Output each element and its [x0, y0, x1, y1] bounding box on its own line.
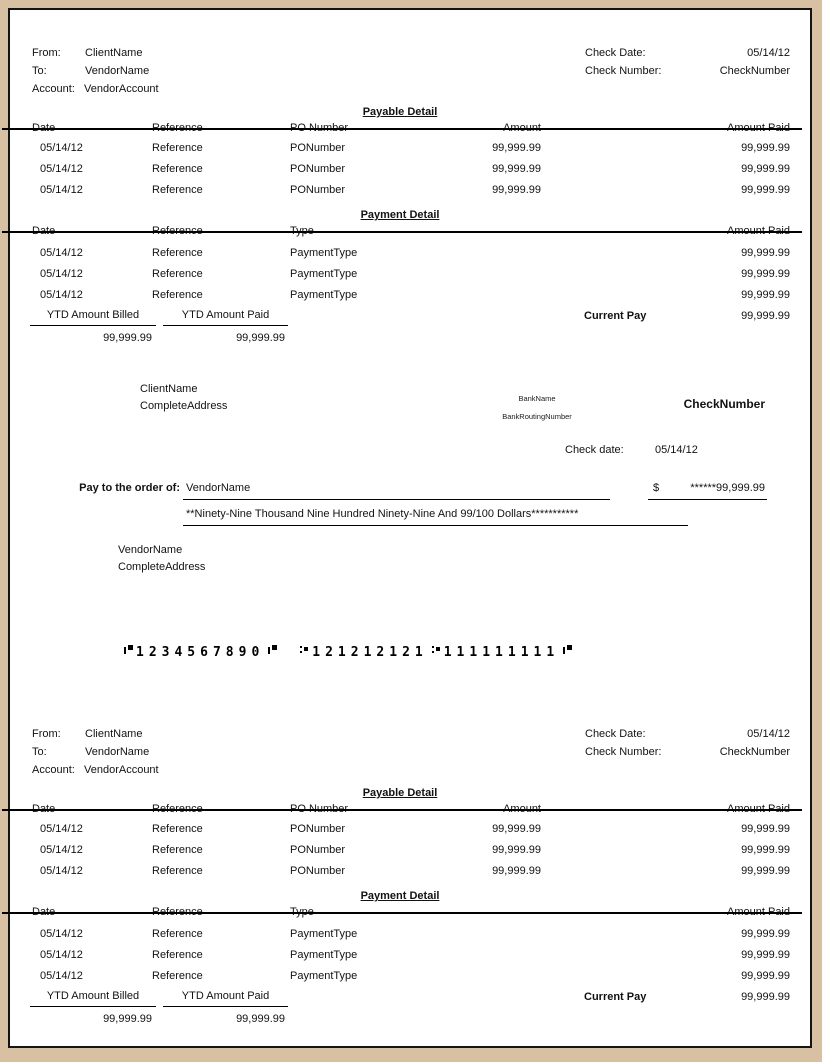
to-label: To: [32, 65, 47, 77]
micr-account-field: 111111111 [443, 644, 560, 660]
payable-row-date: 05/14/12 [40, 865, 83, 877]
payment-row-reference: Reference [152, 949, 203, 961]
dollar-sign: $ [653, 482, 660, 494]
payable-row-amount: 99,999.99 [492, 844, 541, 856]
payment-row-reference: Reference [152, 289, 203, 301]
payee-underline [183, 499, 610, 500]
payment-row-date: 05/14/12 [40, 247, 83, 259]
payable-row-po-number: PONumber [290, 865, 346, 877]
ytd-amount-billed-label: YTD Amount Billed [30, 308, 156, 326]
check-number-value: CheckNumber [719, 65, 790, 77]
to-label: To: [32, 746, 47, 758]
ytd-amount-billed-value: 99,999.99 [103, 1013, 152, 1025]
bank-name: BankName [518, 394, 556, 403]
current-pay-value: 99,999.99 [741, 310, 790, 322]
payment-row-amount-paid: 99,999.99 [741, 949, 790, 961]
bottom-remittance-stub [0, 681, 822, 1041]
amount-words-underline [183, 525, 688, 526]
payable-row-amount-paid: 99,999.99 [741, 163, 790, 175]
account-value: VendorAccount [84, 764, 159, 776]
amount-in-words: **Ninety-Nine Thousand Nine Hundred Ninety-Nine And 99/100 Dollars*********** [186, 508, 579, 520]
payment-row-type: PaymentType [290, 268, 358, 280]
current-pay-label: Current Pay [584, 991, 647, 1003]
payment-detail-title: Payment Detail [360, 890, 440, 902]
micr-onus-icon [562, 643, 572, 661]
payable-row-po-number: PONumber [290, 823, 346, 835]
payable-header-rule [2, 809, 802, 811]
payable-row-amount-paid: 99,999.99 [741, 142, 790, 154]
from-value: ClientName [85, 728, 143, 740]
amount-numeric: ******99,999.99 [690, 482, 765, 494]
account-label: Account: [32, 83, 75, 95]
payable-row-amount-paid: 99,999.99 [741, 184, 790, 196]
payable-row-reference: Reference [152, 865, 203, 877]
payment-row-date: 05/14/12 [40, 928, 83, 940]
payable-row-reference: Reference [152, 142, 203, 154]
ytd-amount-paid-label: YTD Amount Paid [163, 308, 288, 326]
payable-row-po-number: PONumber [290, 163, 346, 175]
micr-transit-icon [431, 643, 441, 661]
check-number-label: Check Number: [585, 65, 662, 77]
ytd-amount-billed-value: 99,999.99 [103, 332, 152, 344]
from-value: ClientName [85, 47, 143, 59]
account-label: Account: [32, 764, 75, 776]
payment-row-amount-paid: 99,999.99 [741, 970, 790, 982]
ytd-amount-paid-label: YTD Amount Paid [163, 989, 288, 1007]
payable-row-po-number: PONumber [290, 844, 346, 856]
current-pay-label: Current Pay [584, 310, 647, 322]
payable-row-amount-paid: 99,999.99 [741, 865, 790, 877]
payable-row-amount-paid: 99,999.99 [741, 844, 790, 856]
to-value: VendorName [85, 65, 150, 77]
ytd-amount-paid-value: 99,999.99 [236, 332, 285, 344]
payable-row-amount-paid: 99,999.99 [741, 823, 790, 835]
ytd-amount-billed-label: YTD Amount Billed [30, 989, 156, 1007]
payable-row-amount: 99,999.99 [492, 823, 541, 835]
payment-header-rule [2, 912, 802, 914]
check-date-label: Check Date: [585, 728, 646, 740]
micr-line [120, 643, 575, 661]
payment-row-amount-paid: 99,999.99 [741, 268, 790, 280]
payable-row-reference: Reference [152, 184, 203, 196]
payable-row-po-number: PONumber [290, 142, 346, 154]
check-number-label: Check Number: [585, 746, 662, 758]
payment-detail-title: Payment Detail [360, 209, 440, 221]
payment-row-type: PaymentType [290, 289, 358, 301]
ytd-amount-paid-value: 99,999.99 [236, 1013, 285, 1025]
micr-routing-field: 121212121 [312, 644, 428, 660]
payment-row-type: PaymentType [290, 928, 358, 940]
payee-name: VendorName [186, 482, 251, 494]
payable-row-reference: Reference [152, 823, 203, 835]
payment-row-reference: Reference [152, 268, 203, 280]
current-pay-value: 99,999.99 [741, 991, 790, 1003]
payment-header-rule [2, 231, 802, 233]
account-value: VendorAccount [84, 83, 159, 95]
check-date-label: Check date: [565, 444, 624, 456]
payment-row-reference: Reference [152, 970, 203, 982]
top-remittance-stub [0, 0, 822, 360]
payable-row-amount: 99,999.99 [492, 142, 541, 154]
payment-row-date: 05/14/12 [40, 949, 83, 961]
payable-header-rule [2, 128, 802, 130]
payable-row-date: 05/14/12 [40, 184, 83, 196]
payable-row-po-number: PONumber [290, 184, 346, 196]
payment-row-type: PaymentType [290, 970, 358, 982]
payment-row-amount-paid: 99,999.99 [741, 289, 790, 301]
vendor-name: VendorName [118, 544, 183, 556]
payable-row-date: 05/14/12 [40, 163, 83, 175]
payable-row-reference: Reference [152, 844, 203, 856]
payment-row-reference: Reference [152, 247, 203, 259]
payment-row-type: PaymentType [290, 949, 358, 961]
payment-row-date: 05/14/12 [40, 268, 83, 280]
payable-row-date: 05/14/12 [40, 844, 83, 856]
payable-row-date: 05/14/12 [40, 142, 83, 154]
payment-row-date: 05/14/12 [40, 970, 83, 982]
payable-detail-title: Payable Detail [362, 106, 438, 118]
payment-row-type: PaymentType [290, 247, 358, 259]
check-date-label: Check Date: [585, 47, 646, 59]
check-number: CheckNumber [683, 397, 765, 411]
check-date-value: 05/14/12 [747, 728, 790, 740]
check-date-value: 05/14/12 [747, 47, 790, 59]
payment-row-amount-paid: 99,999.99 [741, 928, 790, 940]
client-address: CompleteAddress [140, 400, 228, 412]
payment-row-amount-paid: 99,999.99 [741, 247, 790, 259]
vendor-address: CompleteAddress [118, 561, 206, 573]
micr-transit-icon [299, 643, 309, 661]
payment-row-reference: Reference [152, 928, 203, 940]
bank-routing-number: BankRoutingNumber [502, 412, 572, 421]
payment-row-date: 05/14/12 [40, 289, 83, 301]
payable-row-amount: 99,999.99 [492, 184, 541, 196]
payable-row-reference: Reference [152, 163, 203, 175]
payable-detail-title: Payable Detail [362, 787, 438, 799]
micr-check-number-field: 1234567890 [136, 644, 265, 660]
check-number-value: CheckNumber [719, 746, 790, 758]
check-date-value: 05/14/12 [655, 444, 698, 456]
pay-to-the-order-of-label: Pay to the order of: [79, 482, 180, 494]
client-name: ClientName [140, 383, 198, 395]
to-value: VendorName [85, 746, 150, 758]
amount-underline [648, 499, 767, 500]
payable-row-amount: 99,999.99 [492, 163, 541, 175]
from-label: From: [32, 728, 61, 740]
payable-row-amount: 99,999.99 [492, 865, 541, 877]
micr-onus-icon [267, 643, 277, 661]
payable-row-date: 05/14/12 [40, 823, 83, 835]
from-label: From: [32, 47, 61, 59]
micr-onus-icon [123, 643, 133, 661]
